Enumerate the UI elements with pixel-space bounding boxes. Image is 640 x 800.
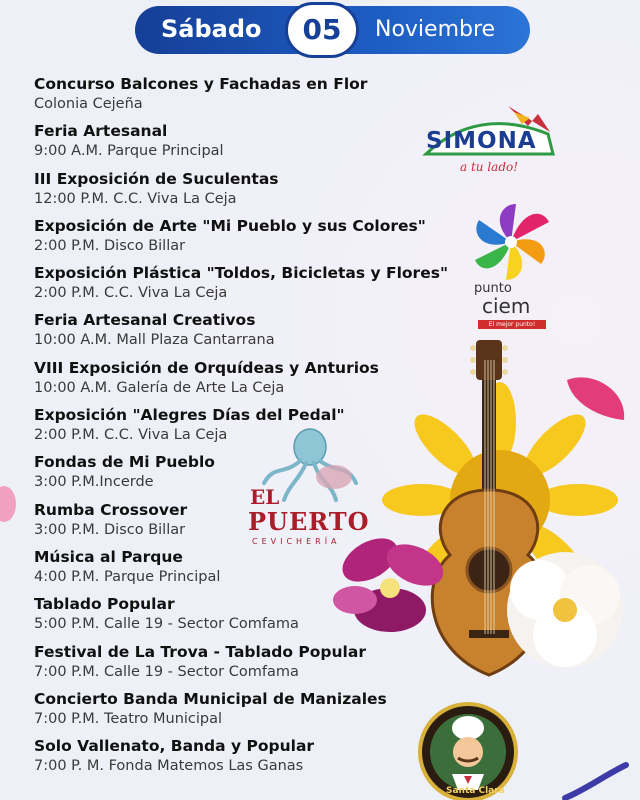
chef-icon bbox=[416, 700, 520, 800]
event-item bbox=[34, 358, 454, 405]
event-item bbox=[34, 263, 454, 310]
day-name: Sábado bbox=[161, 15, 262, 43]
event-detail: 3:00 P.M. Disco Billar bbox=[34, 521, 186, 538]
event-item bbox=[34, 169, 454, 216]
peony-icon bbox=[507, 552, 623, 668]
event-detail: 9:00 A.M. Parque Principal bbox=[34, 143, 224, 160]
event-detail: 3:00 P.M.Incerde bbox=[34, 474, 154, 491]
brush-stroke-icon bbox=[560, 760, 630, 800]
event-title: Tablado Popular bbox=[34, 595, 175, 614]
event-item bbox=[34, 547, 454, 594]
event-title: Fondas de Mi Pueblo bbox=[34, 453, 215, 472]
petal-icon bbox=[0, 484, 20, 524]
event-title: VIII Exposición de Orquídeas y Anturios bbox=[34, 358, 379, 377]
event-detail: 2:00 P.M. C.C. Viva La Ceja bbox=[34, 285, 228, 302]
event-item bbox=[34, 642, 454, 689]
el-puerto-name: PUERTO bbox=[248, 507, 370, 536]
event-title: Exposición de Arte "Mi Pueblo y sus Colores" bbox=[34, 216, 426, 235]
event-detail: 2:00 P.M. Disco Billar bbox=[34, 237, 186, 254]
el-puerto-logo bbox=[244, 425, 379, 550]
event-detail: 7:00 P.M. Teatro Municipal bbox=[34, 710, 223, 727]
day-number: 05 bbox=[302, 13, 342, 46]
petal-icon bbox=[562, 370, 632, 430]
event-detail: 10:00 A.M. Mall Plaza Cantarrana bbox=[34, 332, 275, 349]
santa-clara-name: Santa Clara bbox=[446, 786, 505, 796]
event-title: III Exposición de Suculentas bbox=[34, 169, 279, 188]
event-title: Festival de La Trova - Tablado Popular bbox=[34, 642, 366, 661]
simona-logo bbox=[418, 104, 563, 182]
event-item bbox=[34, 736, 454, 783]
event-title: Concierto Banda Municipal de Manizales bbox=[34, 689, 387, 708]
event-title: Feria Artesanal bbox=[34, 122, 168, 141]
event-detail: Colonia Cejeña bbox=[34, 96, 143, 112]
punto-name: ciem bbox=[482, 294, 531, 318]
simona-tagline: a tu lado! bbox=[460, 160, 519, 174]
punto-prefix: punto bbox=[474, 281, 512, 296]
punto-badge: El mejor punto! bbox=[478, 320, 546, 329]
event-title: Exposición "Alegres Días del Pedal" bbox=[34, 406, 345, 425]
el-puerto-prefix: EL bbox=[250, 485, 280, 509]
event-detail: 2:00 P.M. C.C. Viva La Ceja bbox=[34, 427, 228, 444]
event-detail: 10:00 A.M. Galería de Arte La Ceja bbox=[34, 379, 285, 396]
punto-ciem-logo bbox=[466, 202, 556, 332]
event-item bbox=[34, 216, 454, 263]
event-title: Rumba Crossover bbox=[34, 500, 188, 519]
event-item bbox=[34, 689, 454, 736]
event-item bbox=[34, 74, 454, 121]
event-detail: 4:00 P.M. Parque Principal bbox=[34, 568, 221, 585]
event-detail: 7:00 P.M. Calle 19 - Sector Comfama bbox=[34, 663, 299, 680]
event-detail: 7:00 P. M. Fonda Matemos Las Ganas bbox=[34, 758, 304, 775]
event-title: Música al Parque bbox=[34, 547, 183, 566]
event-title: Solo Vallenato, Banda y Popular bbox=[34, 737, 315, 756]
event-title: Concurso Balcones y Fachadas en Flor bbox=[34, 75, 368, 93]
punto-ciem-swirl-icon bbox=[466, 202, 556, 282]
event-item bbox=[34, 594, 454, 641]
santa-clara-logo bbox=[416, 700, 520, 800]
event-title: Exposición Plástica "Toldos, Bicicletas y Flores" bbox=[34, 264, 449, 283]
date-header bbox=[135, 6, 530, 54]
day-number-badge bbox=[285, 2, 359, 58]
month-name: Noviembre bbox=[375, 17, 496, 42]
simona-name: SIMONA bbox=[426, 128, 537, 154]
event-item bbox=[34, 121, 454, 168]
event-title: Feria Artesanal Creativos bbox=[34, 311, 256, 330]
el-puerto-subtitle: CEVICHERÍA bbox=[252, 537, 341, 546]
event-detail: 12:00 P.M. C.C. Viva La Ceja bbox=[34, 190, 237, 207]
event-detail: 5:00 P.M. Calle 19 - Sector Comfama bbox=[34, 616, 299, 633]
event-item bbox=[34, 310, 454, 357]
